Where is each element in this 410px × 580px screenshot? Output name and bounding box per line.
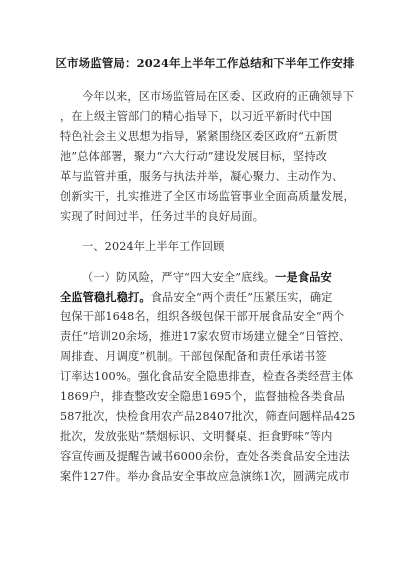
paragraph-line: 容宣传画及提醒告诫书6000余份，查处各类食品安全违法 <box>60 450 350 463</box>
paragraph-line: 包保干部1648名，组织各级包保干部开展食品安全“两个 <box>60 310 345 323</box>
paragraph-line <box>60 290 333 305</box>
paragraph-line: 案件127件。举办食品安全事故应急演练1次，圆满完成市 <box>60 470 350 483</box>
body-text: 食品安全“两个责任”压紧压实，确定 <box>150 291 333 304</box>
paragraph-line <box>82 270 332 285</box>
paragraph-line: 实现了时间过半，任务过半的良好局面。 <box>60 210 265 223</box>
paragraph-line: 批次，发放张贴“禁烟标识、文明餐桌、拒食野味”等内 <box>60 430 333 443</box>
paragraph-line: 责任”培训20余场，推进17家农贸市场建立健全“日管控、 <box>60 330 351 343</box>
document-title: 区市场监管局：2024年上半年工作总结和下半年工作安排 <box>55 56 355 70</box>
emphasis-text: 全监管稳扎稳打。 <box>60 290 151 304</box>
paragraph-line: 创新实干，扎实推进了全区市场监管事业全面高质量发展， <box>60 190 355 203</box>
paragraph-line: ，在上级主管部门的精心指导下，以习近平新时代中国 <box>60 110 333 123</box>
paragraph-line: 周排查、月调度”机制。干部包保配备和责任承诺书签 <box>60 350 327 363</box>
paragraph-line: 池”总体部署，聚力“六大行动”建设发展目标，坚持改 <box>60 150 328 163</box>
paragraph-line: 587批次，快检食用农产品28407批次，筛查问题样品425 <box>60 410 356 423</box>
paragraph-line: 革与监管并重，服务与执法并举，凝心聚力、主动作为、 <box>60 170 344 183</box>
section-heading: 一、2024年上半年工作回顾 <box>82 240 225 253</box>
paragraph-line: 特色社会主义思想为指导，紧紧围绕区委区政府“五新贯 <box>60 130 338 143</box>
subsection-heading: （一）防风险，严守“四大安全”底线。 <box>82 271 276 284</box>
paragraph-line: 今年以来，区市场监管局在区委、区政府的正确领导下 <box>82 90 355 103</box>
emphasis-text: 一是食品安 <box>275 270 332 284</box>
paragraph-line: 订率达100%。强化食品安全隐患排查，检查各类经营主体 <box>60 370 354 383</box>
paragraph-line: 1869户，排查整改安全隐患1695个，监督抽检各类食品 <box>60 390 345 403</box>
